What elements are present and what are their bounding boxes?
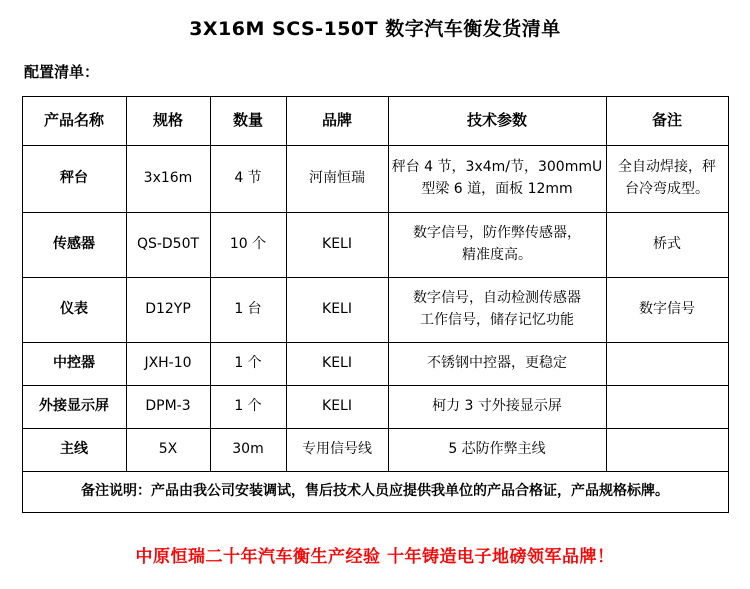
column-header-remark: 备注: [606, 97, 728, 146]
table-footnote-row: [22, 472, 728, 513]
cell-tech-line1: 数字信号，防作弊传感器，: [413, 225, 581, 242]
spec-table: [22, 96, 729, 513]
cell-spec: 5X: [126, 429, 210, 472]
cell-brand: KELI: [286, 343, 388, 386]
cell-tech-line2: 型梁 6 道，面板 12mm: [421, 181, 573, 197]
cell-product-name: 秤台: [22, 146, 126, 213]
cell-tech-line2: 精准度高。: [462, 247, 532, 263]
config-list-label: 配置清单：: [24, 63, 100, 81]
table-row: [22, 213, 728, 278]
cell-quantity: 1 台: [210, 278, 286, 343]
cell-quantity: 1 个: [210, 386, 286, 429]
cell-brand: KELI: [286, 386, 388, 429]
cell-tech-line1: 秤台 4 节，3x4m/节，300mmU: [391, 159, 603, 176]
column-header-spec: 规格: [126, 97, 210, 146]
column-header-tech-params: 技术参数: [388, 97, 606, 146]
table-row: [22, 146, 728, 213]
cell-spec: 3x16m: [126, 146, 210, 213]
column-header-product-name: 产品名称: [22, 97, 126, 146]
cell-tech-params: [388, 278, 606, 343]
table-row: [22, 278, 728, 343]
cell-brand: 专用信号线: [286, 429, 388, 472]
cell-brand: KELI: [286, 278, 388, 343]
cell-remark: [606, 146, 728, 213]
cell-remark-line2: 台冷弯成型。: [625, 181, 709, 197]
cell-remark: 数字信号: [606, 278, 728, 343]
cell-tech-params: [388, 213, 606, 278]
cell-spec: DPM-3: [126, 386, 210, 429]
cell-product-name: 传感器: [22, 213, 126, 278]
table-row: [22, 429, 728, 472]
cell-brand: 河南恒瑞: [286, 146, 388, 213]
cell-remark-line1: 全自动焊接，秤: [618, 159, 716, 176]
table-row: [22, 343, 728, 386]
column-header-brand: 品牌: [286, 97, 388, 146]
cell-spec: QS-D50T: [126, 213, 210, 278]
cell-brand: KELI: [286, 213, 388, 278]
page-footer-slogan: 中原恒瑞二十年汽车衡生产经验 十年铸造电子地磅领军品牌！: [135, 547, 615, 567]
page-title: 3X16M SCS-150T 数字汽车衡发货清单: [189, 18, 561, 40]
table-footnote: 备注说明：产品由我公司安装调试，售后技术人员应提供我单位的产品合格证，产品规格标牌。: [22, 472, 728, 513]
cell-product-name: 外接显示屏: [22, 386, 126, 429]
cell-tech-params: 不锈钢中控器，更稳定: [388, 343, 606, 386]
cell-quantity: 30m: [210, 429, 286, 472]
cell-remark: [606, 343, 728, 386]
cell-remark: [606, 429, 728, 472]
cell-spec: D12YP: [126, 278, 210, 343]
table-row: [22, 386, 728, 429]
cell-tech-params: [388, 146, 606, 213]
cell-tech-params: 柯力 3 寸外接显示屏: [388, 386, 606, 429]
cell-product-name: 仪表: [22, 278, 126, 343]
cell-tech-line2: 工作信号，储存记忆功能: [420, 312, 574, 328]
cell-quantity: 4 节: [210, 146, 286, 213]
cell-tech-line1: 数字信号，自动检测传感器: [413, 290, 581, 307]
cell-remark: 桥式: [606, 213, 728, 278]
column-header-quantity: 数量: [210, 97, 286, 146]
cell-spec: JXH-10: [126, 343, 210, 386]
cell-quantity: 1 个: [210, 343, 286, 386]
cell-quantity: 10 个: [210, 213, 286, 278]
cell-product-name: 主线: [22, 429, 126, 472]
cell-tech-params: 5 芯防作弊主线: [388, 429, 606, 472]
cell-product-name: 中控器: [22, 343, 126, 386]
cell-remark: [606, 386, 728, 429]
table-header-row: [22, 97, 728, 146]
